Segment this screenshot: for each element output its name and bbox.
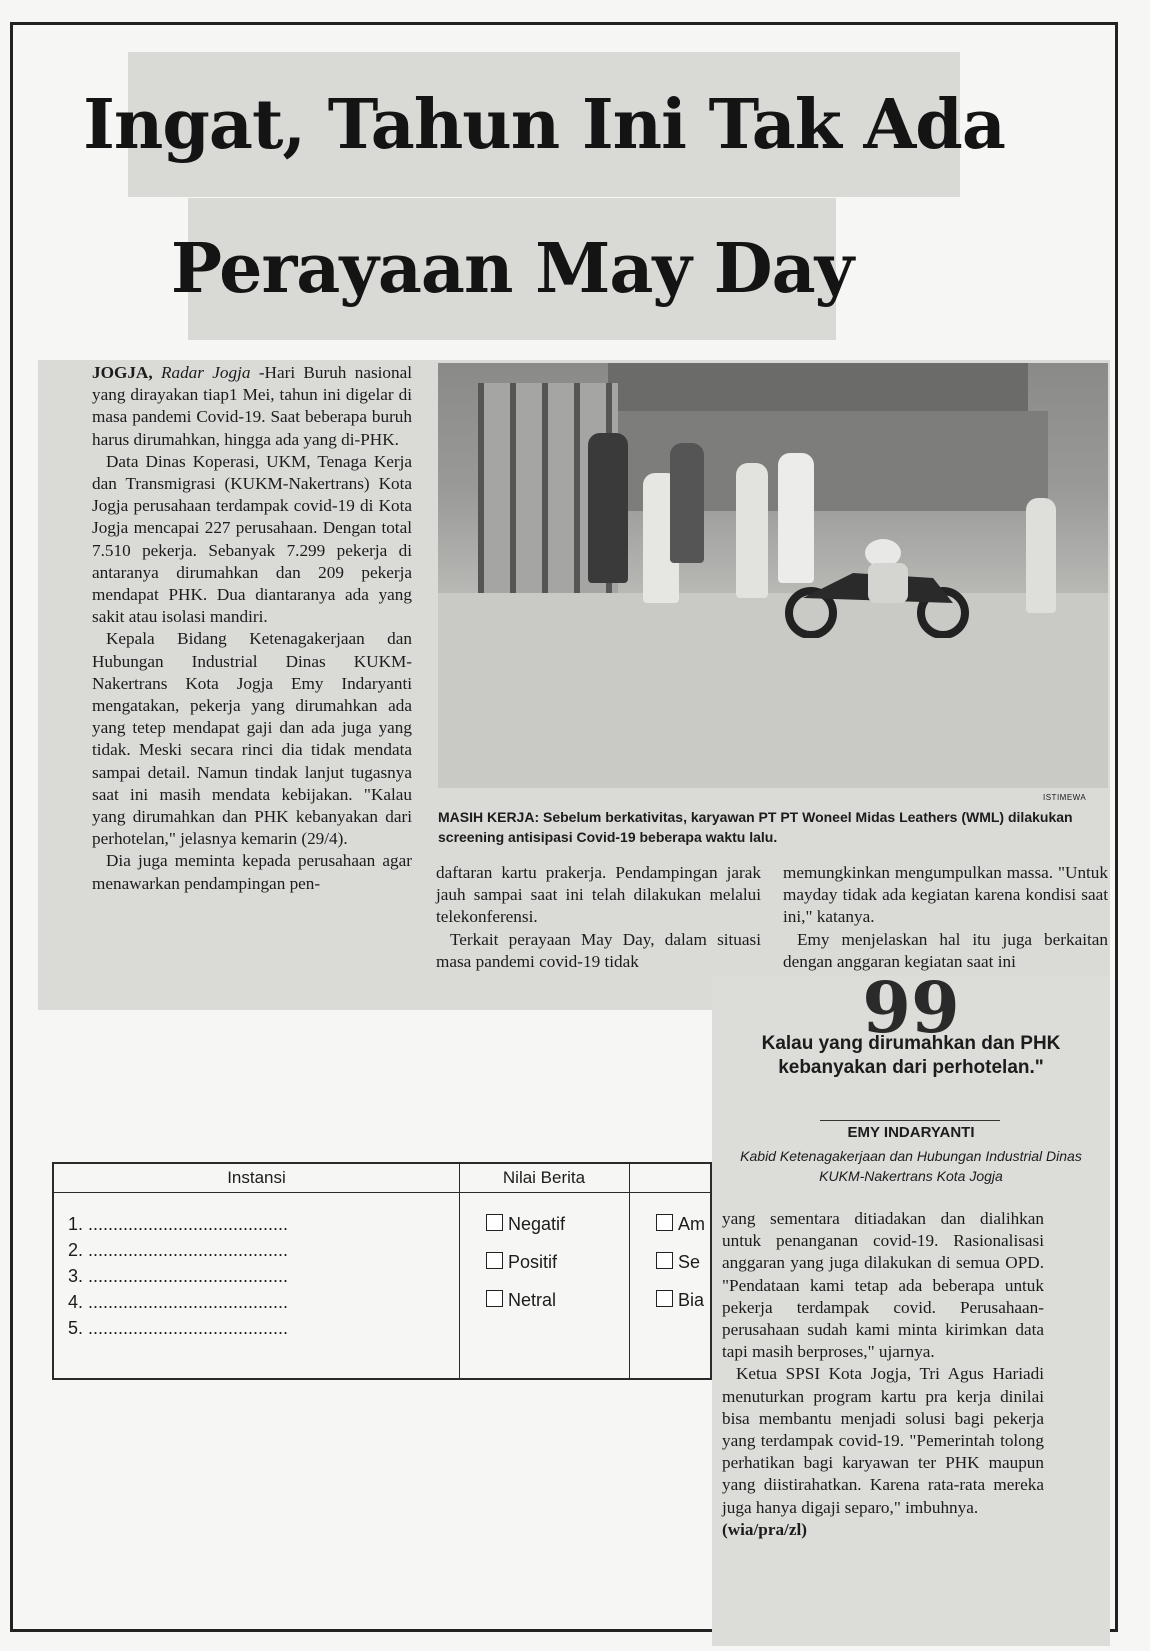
- checkbox-third-2[interactable]: [656, 1252, 700, 1273]
- instansi-line-1[interactable]: 1. ........................................: [68, 1214, 289, 1234]
- paragraph: Kepala Bidang Ketenagakerjaan dan Hubungan Industrial Dinas KUKM-Nakertrans Kota Jogja Emy Indaryanti mengatakan, pekerja yang dirumahkan ada yang tetep mendapat gaji dan ada juga yang tidak. Meski secara rinci dia tidak mendata sampai detail. Namun tindak lanjut tugasnya saat ini masih mendata kebijakan. "Kalau yang dirumahkan dan PHK kebanyakan dari perhotelan," jelasnya kemarin (29/4).: [92, 629, 412, 849]
- checkbox-positif[interactable]: [486, 1252, 557, 1273]
- photo-ground: [438, 593, 1108, 788]
- form-divider: [459, 1164, 460, 1378]
- lead-paragraph: [92, 362, 412, 451]
- clipping-form: [52, 1162, 712, 1380]
- instansi-line-4[interactable]: 4. ........................................: [68, 1292, 289, 1312]
- article-column-3: [783, 862, 1108, 973]
- instansi-line-5[interactable]: 5. ........................................: [68, 1318, 289, 1338]
- photo-motorbike: [783, 538, 973, 638]
- form-header-instansi: Instansi: [227, 1168, 286, 1187]
- checkbox-label: Negatif: [508, 1214, 566, 1234]
- dateline: JOGJA,: [92, 363, 153, 382]
- checkbox-third-3[interactable]: [656, 1290, 704, 1311]
- checkbox-label: Positif: [508, 1252, 558, 1272]
- checkbox-label: Bia: [678, 1290, 705, 1310]
- form-header-nilai: Nilai Berita: [502, 1168, 586, 1187]
- photo-person: [670, 443, 704, 563]
- paragraph: Emy menjelaskan hal itu juga berkaitan dengan anggaran kegiatan saat ini: [783, 929, 1108, 971]
- paragraph: Dia juga meminta kepada perusahaan agar menawarkan pendampingan pen-: [92, 851, 412, 893]
- checkbox-label: Am: [678, 1214, 705, 1234]
- article-clip: [38, 360, 1110, 1010]
- headline-line-2: Perayaan May Day: [188, 198, 836, 340]
- paragraph-text: -Hari Buruh nasional yang dirayakan tiap1 Mei, tahun ini digelar di masa pandemi Covid-19. Saat beberapa buruh harus dirumahkan, hingga ada yang di-PHK.: [92, 363, 413, 449]
- form-divider: [629, 1164, 630, 1378]
- signoff-text: (wia/pra/zl): [722, 1519, 807, 1539]
- paragraph: memungkinkan mengumpulkan massa. "Untuk mayday tidak ada kegiatan karena kondisi saat ini," katanya.: [783, 863, 1108, 927]
- quote-clip: [712, 966, 1110, 1646]
- news-photo: [438, 363, 1108, 788]
- instansi-line-3[interactable]: 3. ........................................: [68, 1266, 289, 1286]
- checkbox-box[interactable]: [656, 1290, 673, 1307]
- checkbox-negatif[interactable]: [486, 1214, 565, 1235]
- checkbox-label: Netral: [508, 1290, 557, 1310]
- photo-roof: [608, 363, 1028, 411]
- article-column-4: [722, 1208, 1044, 1541]
- photo-person: [1026, 498, 1056, 613]
- source-name: Radar Jogja: [160, 363, 251, 382]
- paragraph: daftaran kartu prakerja. Pendampingan jarak jauh sampai saat ini telah dilakukan melalui telekonferensi.: [436, 863, 761, 927]
- quote-name: EMY INDARYANTI: [847, 1124, 975, 1141]
- paragraph: yang sementara ditiadakan dan dialihkan untuk penanganan covid-19. Rasionalisasi anggaran yang juga dilakukan di semua OPD. "Pendataan kami tetap ada beberapa untuk pekerja terdampak covid. Perusahaan-perusahaan sudah kami minta kirimkan data tapi masih berproses," ujarnya.: [722, 1209, 1044, 1362]
- photo-credit: ISTIMEWA: [1043, 793, 1087, 802]
- quote-mark-icon: 99: [862, 966, 960, 1049]
- photo-person: [588, 433, 628, 583]
- paragraph: Data Dinas Koperasi, UKM, Tenaga Kerja dan Transmigrasi (KUKM-Nakertrans) Kota Jogja perusahaan terdampak covid-19 di Kota Jogja mencapai 227 perusahaan. Dengan total 7.510 pekerja. Sebanyak 7.299 pekerja di antaranya dirumahkan dan 209 pekerja mendapat PHK. Dua diantaranya ada yang sakit atau isolasi mandiri.: [92, 451, 412, 627]
- article-column-2: [436, 862, 761, 973]
- checkbox-box[interactable]: [486, 1214, 503, 1231]
- paragraph: Ketua SPSI Kota Jogja, Tri Agus Hariadi menuturkan program kartu pra kerja dinilai bisa membantu menjadi solusi bagi pekerja yang terdampak covid-19. "Pemerintah tolong perhatikan bagi karyawan ter PHK maupun yang diistirahatkan. Karena rata-rata mereka juga hanya digaji separo," imbuhnya.: [722, 1364, 1044, 1517]
- checkbox-netral[interactable]: [486, 1290, 556, 1311]
- article-column-1: [92, 362, 412, 895]
- checkbox-box[interactable]: [486, 1252, 503, 1269]
- photo-caption: MASIH KERJA: Sebelum berkativitas, karyawan PT PT Woneel Midas Leathers (WML) dilakukan screening antisipasi Covid-19 beberapa waktu lalu.: [438, 809, 1073, 845]
- signoff: [722, 1519, 1044, 1541]
- checkbox-label: Se: [678, 1252, 701, 1272]
- checkbox-box[interactable]: [656, 1252, 673, 1269]
- paragraph: Terkait perayaan May Day, dalam situasi masa pandemi covid-19 tidak: [436, 929, 761, 971]
- instansi-line-2[interactable]: 2. ........................................: [68, 1240, 289, 1260]
- form-header-rule: [54, 1192, 710, 1193]
- headline-line-1: Ingat, Tahun Ini Tak Ada: [128, 52, 960, 197]
- pull-quote: Kalau yang dirumahkan dan PHK kebanyakan dari perhotelan.": [761, 1033, 1061, 1078]
- photo-person: [736, 463, 768, 598]
- checkbox-box[interactable]: [656, 1214, 673, 1231]
- quote-rule: [820, 1120, 1000, 1121]
- checkbox-box[interactable]: [486, 1290, 503, 1307]
- quote-role: Kabid Ketenagakerjaan dan Hubungan Industrial Dinas KUKM-Nakertrans Kota Jogja: [740, 1148, 1082, 1184]
- checkbox-third-1[interactable]: [656, 1214, 705, 1235]
